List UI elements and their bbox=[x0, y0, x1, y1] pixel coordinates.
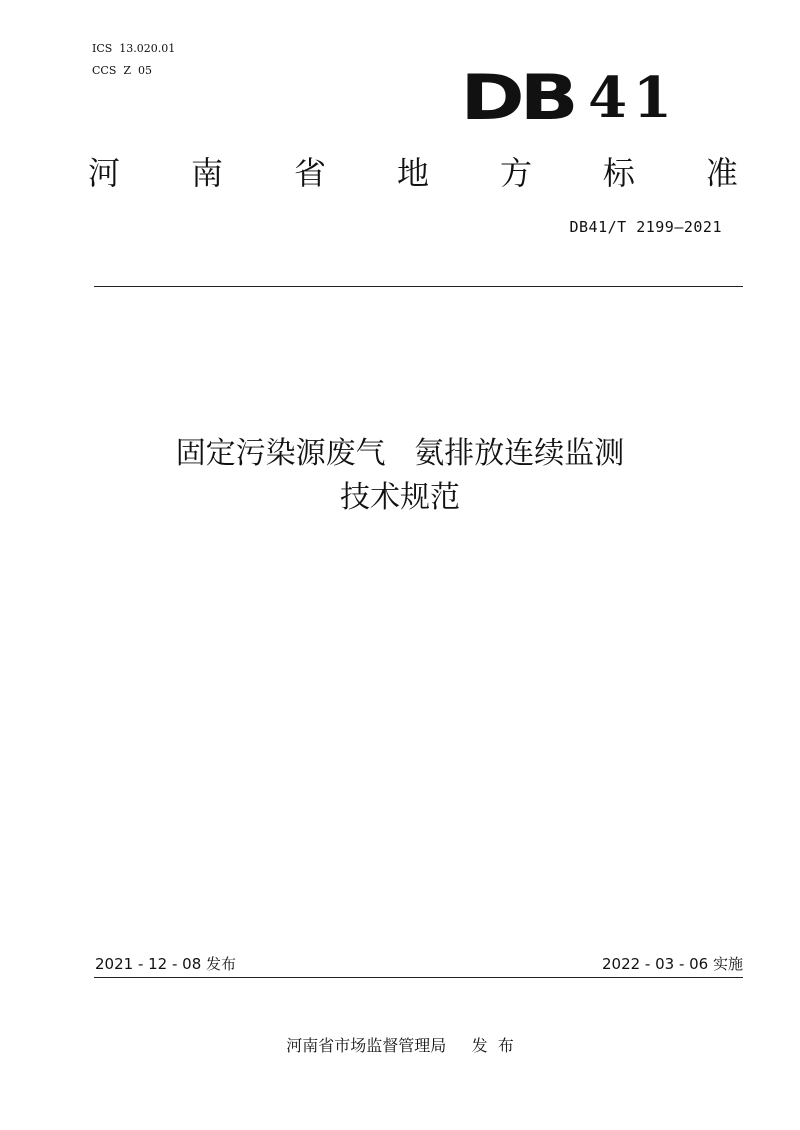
title-char: 省 bbox=[293, 154, 326, 192]
publish-date: 2021 - 12 - 08 发布 bbox=[95, 955, 237, 973]
document-title-line-1: 固定污染源废气 氨排放连续监测 bbox=[175, 436, 625, 471]
document-title bbox=[0, 432, 800, 520]
standard-number: DB41/T 2199—2021 bbox=[569, 218, 722, 236]
footer-divider bbox=[94, 977, 743, 978]
title-char: 南 bbox=[190, 154, 223, 192]
classification-codes bbox=[92, 38, 175, 82]
document-title-line-2: 技术规范 bbox=[340, 480, 460, 515]
title-char: 准 bbox=[705, 154, 738, 192]
db-logo bbox=[460, 61, 678, 134]
db-logo-number: 41 bbox=[588, 65, 678, 131]
title-char: 地 bbox=[396, 154, 429, 192]
header-divider bbox=[94, 286, 743, 287]
ccs-code: CCS Z 05 bbox=[92, 64, 152, 77]
title-char: 河 bbox=[88, 154, 121, 192]
standard-category-title bbox=[88, 150, 738, 196]
title-char: 标 bbox=[602, 154, 635, 192]
db-logo-letters: DB bbox=[460, 61, 575, 134]
effective-date: 2022 - 03 - 06 实施 bbox=[601, 955, 743, 973]
issuing-authority: 河南省市场监督管理局 发 布 bbox=[286, 1036, 514, 1055]
title-char: 方 bbox=[499, 154, 532, 192]
ics-code: ICS 13.020.01 bbox=[92, 42, 176, 55]
